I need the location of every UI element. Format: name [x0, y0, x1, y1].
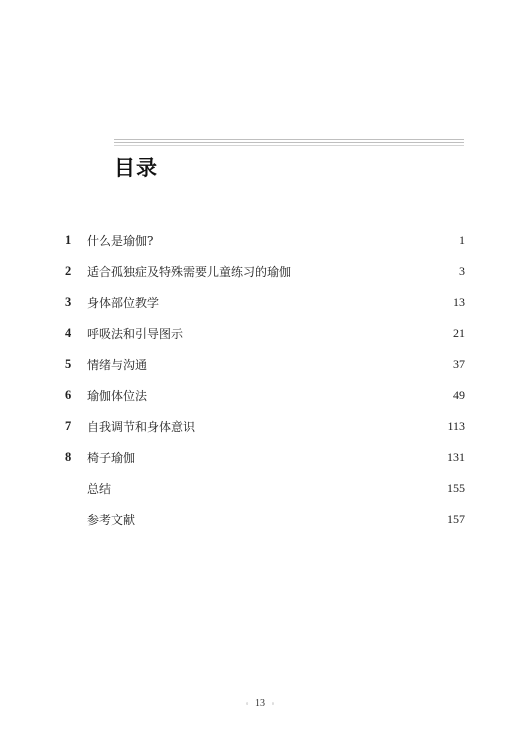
- toc-entry[interactable]: [62, 411, 465, 442]
- toc-chapter-title: 身体部位教学: [87, 296, 160, 310]
- toc-entry[interactable]: [62, 349, 465, 380]
- toc-chapter-number: 4: [65, 326, 72, 340]
- toc-chapter-number: 6: [65, 388, 72, 402]
- toc-page-number: 157: [447, 512, 465, 526]
- toc-chapter-title: 自我调节和身体意识: [87, 420, 196, 434]
- toc-chapter-number: 3: [65, 295, 72, 309]
- toc-chapter-title: 瑜伽体位法: [87, 389, 148, 403]
- toc-chapter-title: 参考文献: [87, 513, 136, 527]
- toc-chapter-number: 1: [65, 233, 72, 247]
- header-rule-top: [114, 139, 464, 140]
- toc-chapter-number: 7: [65, 419, 72, 433]
- toc-page-number: 131: [447, 450, 465, 464]
- footer-left-mark: ◦: [245, 699, 249, 708]
- toc-page-number: 3: [459, 264, 465, 278]
- toc-entry[interactable]: [62, 256, 465, 287]
- toc-page-number: 21: [453, 326, 465, 340]
- toc-entry[interactable]: [62, 225, 465, 256]
- toc-chapter-title: 椅子瑜伽: [87, 451, 136, 465]
- header-rule-middle: [114, 142, 464, 143]
- toc-chapter-title: 什么是瑜伽?: [87, 234, 154, 248]
- toc-entry[interactable]: [62, 287, 465, 318]
- toc-chapter-title: 总结: [87, 482, 112, 496]
- header-rule-bottom: [114, 145, 464, 146]
- toc-chapter-number: 2: [65, 264, 72, 278]
- footer-page-number: 13: [255, 698, 265, 709]
- page-title: 目录: [114, 156, 158, 180]
- toc-chapter-title: 情绪与沟通: [87, 358, 148, 372]
- toc-page-number: 1: [459, 233, 465, 247]
- toc-page-number: 113: [447, 419, 465, 433]
- toc-page-number: 13: [453, 295, 465, 309]
- page-footer: [0, 698, 520, 709]
- toc-entry[interactable]: [62, 380, 465, 411]
- toc-chapter-title: 适合孤独症及特殊需要儿童练习的瑜伽: [87, 265, 292, 279]
- footer-right-mark: ◦: [271, 699, 275, 708]
- toc-entry[interactable]: [62, 504, 465, 535]
- toc-chapter-number: 8: [65, 450, 72, 464]
- toc-entry[interactable]: [62, 442, 465, 473]
- toc-page-number: 49: [453, 388, 465, 402]
- toc-page-number: 155: [447, 481, 465, 495]
- toc-chapter-title: 呼吸法和引导图示: [87, 327, 184, 341]
- toc-entry[interactable]: [62, 473, 465, 504]
- table-of-contents: [62, 225, 465, 535]
- toc-chapter-number: 5: [65, 357, 72, 371]
- toc-entry[interactable]: [62, 318, 465, 349]
- toc-page-number: 37: [453, 357, 465, 371]
